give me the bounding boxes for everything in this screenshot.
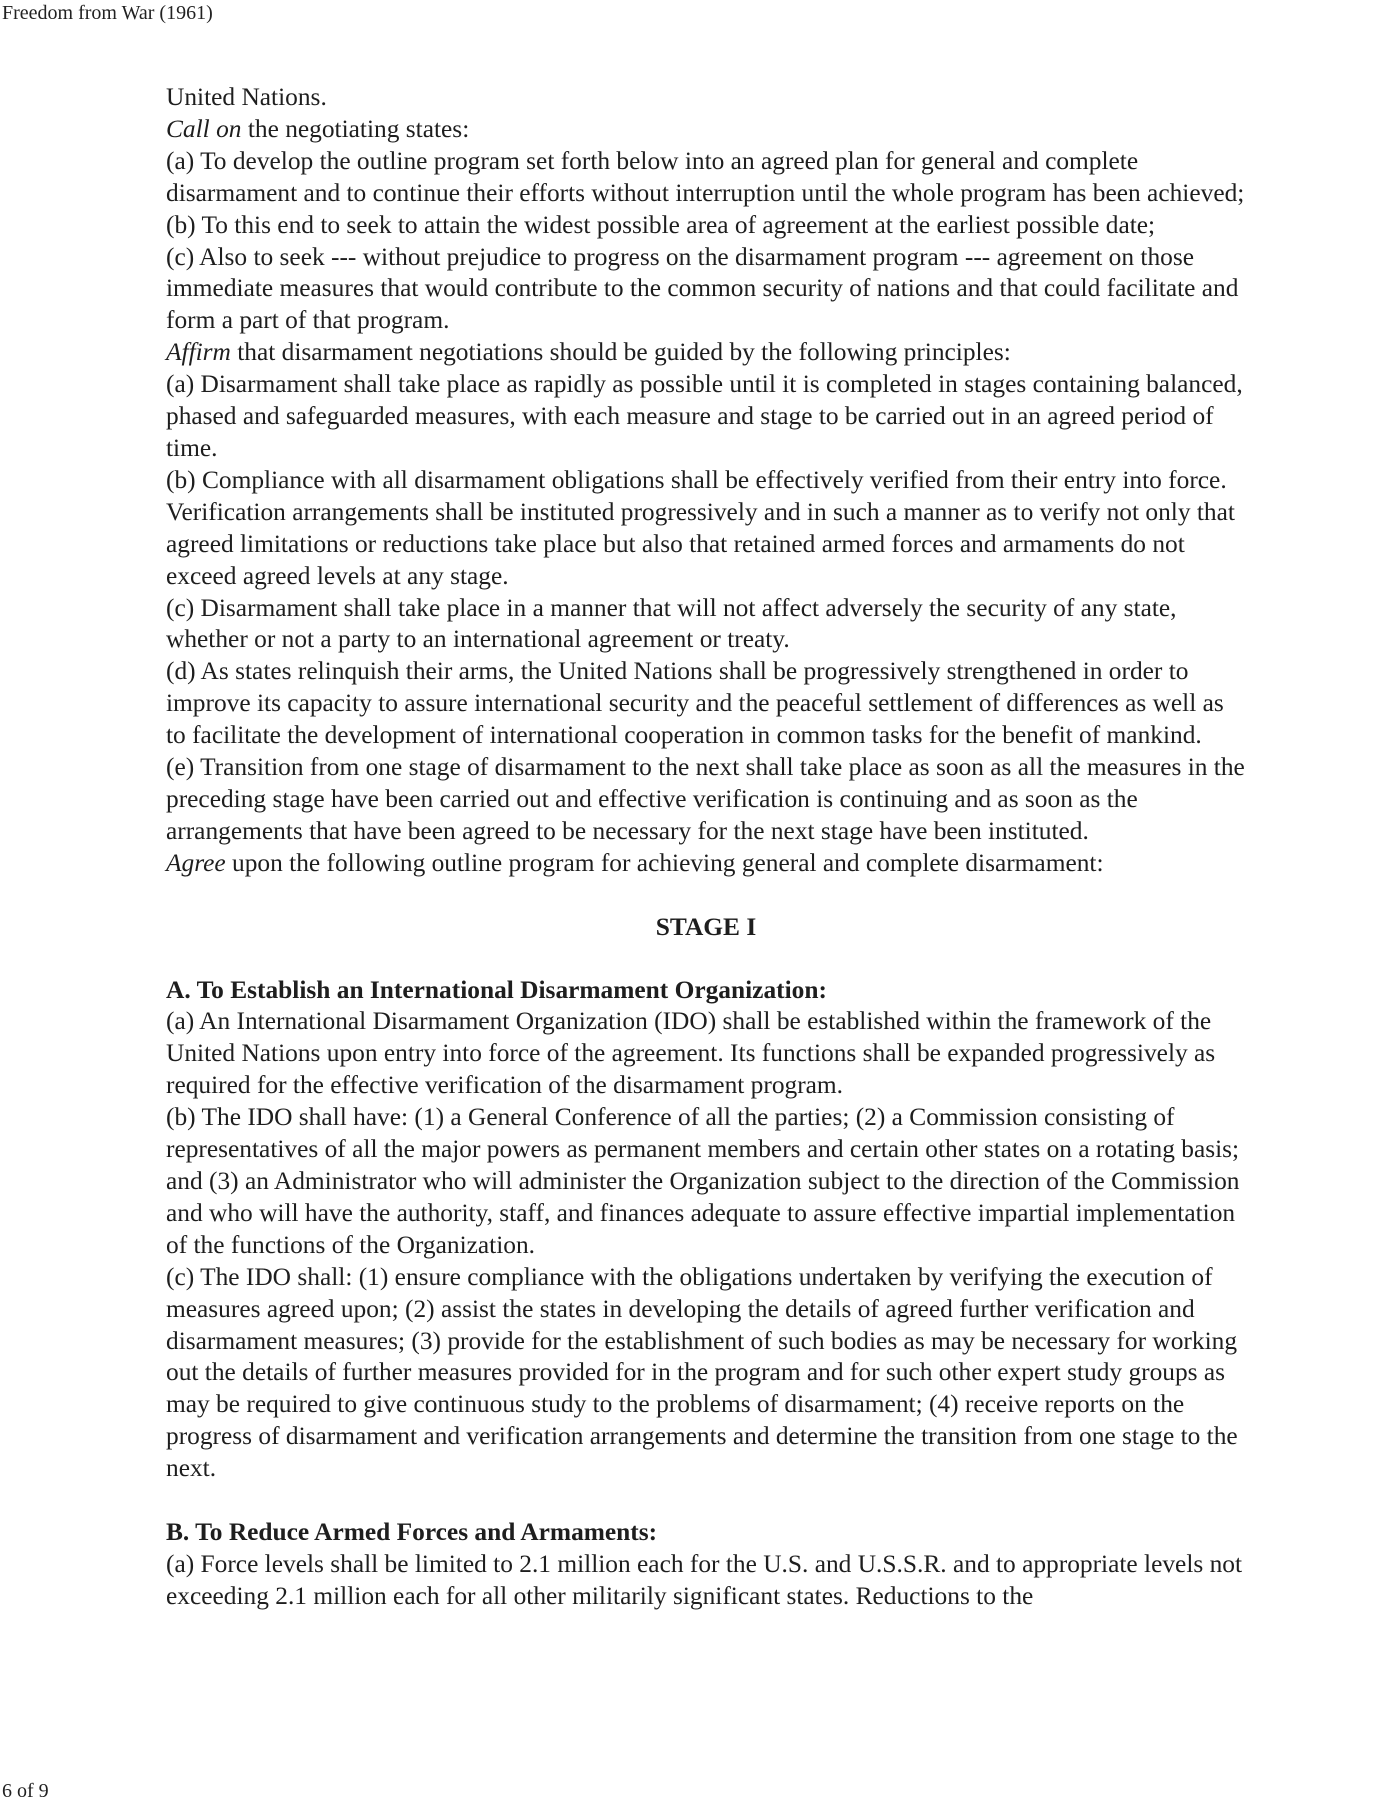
affirm-paragraph bbox=[166, 337, 1246, 369]
document-body bbox=[166, 82, 1246, 1613]
call-on-paragraph bbox=[166, 114, 1246, 146]
agree-verb: Agree bbox=[166, 848, 226, 877]
page-number: 6 of 9 bbox=[2, 1780, 49, 1802]
principle-e: (e) Transition from one stage of disarmament to the next shall take place as soon as all the measures in the preceding stage have been carried out and effective verification is continuing and as soon as the arrangements that have been agreed to be necessary for the next stage have been instituted. bbox=[166, 753, 1245, 845]
section-a-item-b: (b) The IDO shall have: (1) a General Conference of all the parties; (2) a Commission consisting of representatives of all the major powers as permanent members and certain other states on a rotating basis; and (3) an Administrator who will administer the Organization subject to the direction of the Commission and who will have the authority, staff, and finances adequate to assure effective impartial implementation of the functions of the Organization. bbox=[166, 1103, 1240, 1259]
principle-d: (d) As states relinquish their arms, the United Nations shall be progressively strengthened in order to improve its capacity to assure international security and the peaceful settlement of differences as well as to facilitate the development of international cooperation in common tasks for the benefit of mankind. bbox=[166, 657, 1224, 750]
principle-b: (b) Compliance with all disarmament obligations shall be effectively verified from their entry into force. Verification arrangements shall be instituted progressively and in such a manner as to verify not only that agreed limitations or reductions take place but also that retained armed forces and armaments do not exceed agreed levels at any stage. bbox=[166, 465, 1235, 590]
call-item-c: (c) Also to seek --- without prejudice to progress on the disarmament program --- agreement on those immediate measures that would contribute to the common security of nations and that could facilitate and form a part of that program. bbox=[166, 242, 1239, 335]
running-header-title: Freedom from War (1961) bbox=[2, 2, 213, 24]
principle-c: (c) Disarmament shall take place in a manner that will not affect adversely the security of any state, whether or not a party to an international agreement or treaty. bbox=[166, 593, 1177, 654]
call-item-a: (a) To develop the outline program set forth below into an agreed plan for general and complete disarmament and to continue their efforts without interruption until the whole program has been achieved; bbox=[166, 146, 1245, 207]
opening-line: United Nations. bbox=[166, 83, 327, 111]
section-a-item-a: (a) An International Disarmament Organization (IDO) shall be established within the framework of the United Nations upon entry into force of the agreement. Its functions shall be expanded progressively as required for the effective verification of the disarmament program. bbox=[166, 1007, 1216, 1100]
principle-a: (a) Disarmament shall take place as rapidly as possible until it is completed in stages containing balanced, phased and safeguarded measures, with each measure and stage to be carried out in an agreed period of time. bbox=[166, 370, 1243, 462]
section-spacer bbox=[166, 1485, 1246, 1517]
agree-paragraph bbox=[166, 848, 1246, 880]
section-a-item-c: (c) The IDO shall: (1) ensure compliance with the obligations undertaken by verifying the execution of measures agreed upon; (2) assist the states in developing the details of agreed further verification and disarmament measures; (3) provide for the establishment of such bodies as may be necessary for working out the details of further measures provided for in the program and for such other expert study groups as may be required to give continuous study to the problems of disarmament; (4) receive reports on the progress of disarmament and verification arrangements and determine the transition from one stage to the next. bbox=[166, 1262, 1238, 1483]
section-b-item-a: (a) Force levels shall be limited to 2.1 million each for the U.S. and U.S.S.R. and to appropriate levels not exceeding 2.1 million each for all other militarily significant states. Reductions to the bbox=[166, 1549, 1243, 1610]
affirm-verb: Affirm bbox=[166, 338, 231, 367]
agree-text: upon the following outline program for achieving general and complete disarmament: bbox=[225, 848, 1104, 877]
affirm-text: that disarmament negotiations should be guided by the following principles: bbox=[230, 338, 1011, 367]
call-on-text: the negotiating states: bbox=[241, 114, 470, 143]
section-b-heading: B. To Reduce Armed Forces and Armaments: bbox=[166, 1518, 658, 1547]
call-item-b: (b) To this end to seek to attain the widest possible area of agreement at the earliest possible date; bbox=[166, 210, 1156, 239]
call-on-verb: Call on bbox=[166, 114, 242, 143]
section-a-heading: A. To Establish an International Disarmament Organization: bbox=[166, 975, 827, 1004]
stage-heading: STAGE I bbox=[655, 912, 757, 941]
